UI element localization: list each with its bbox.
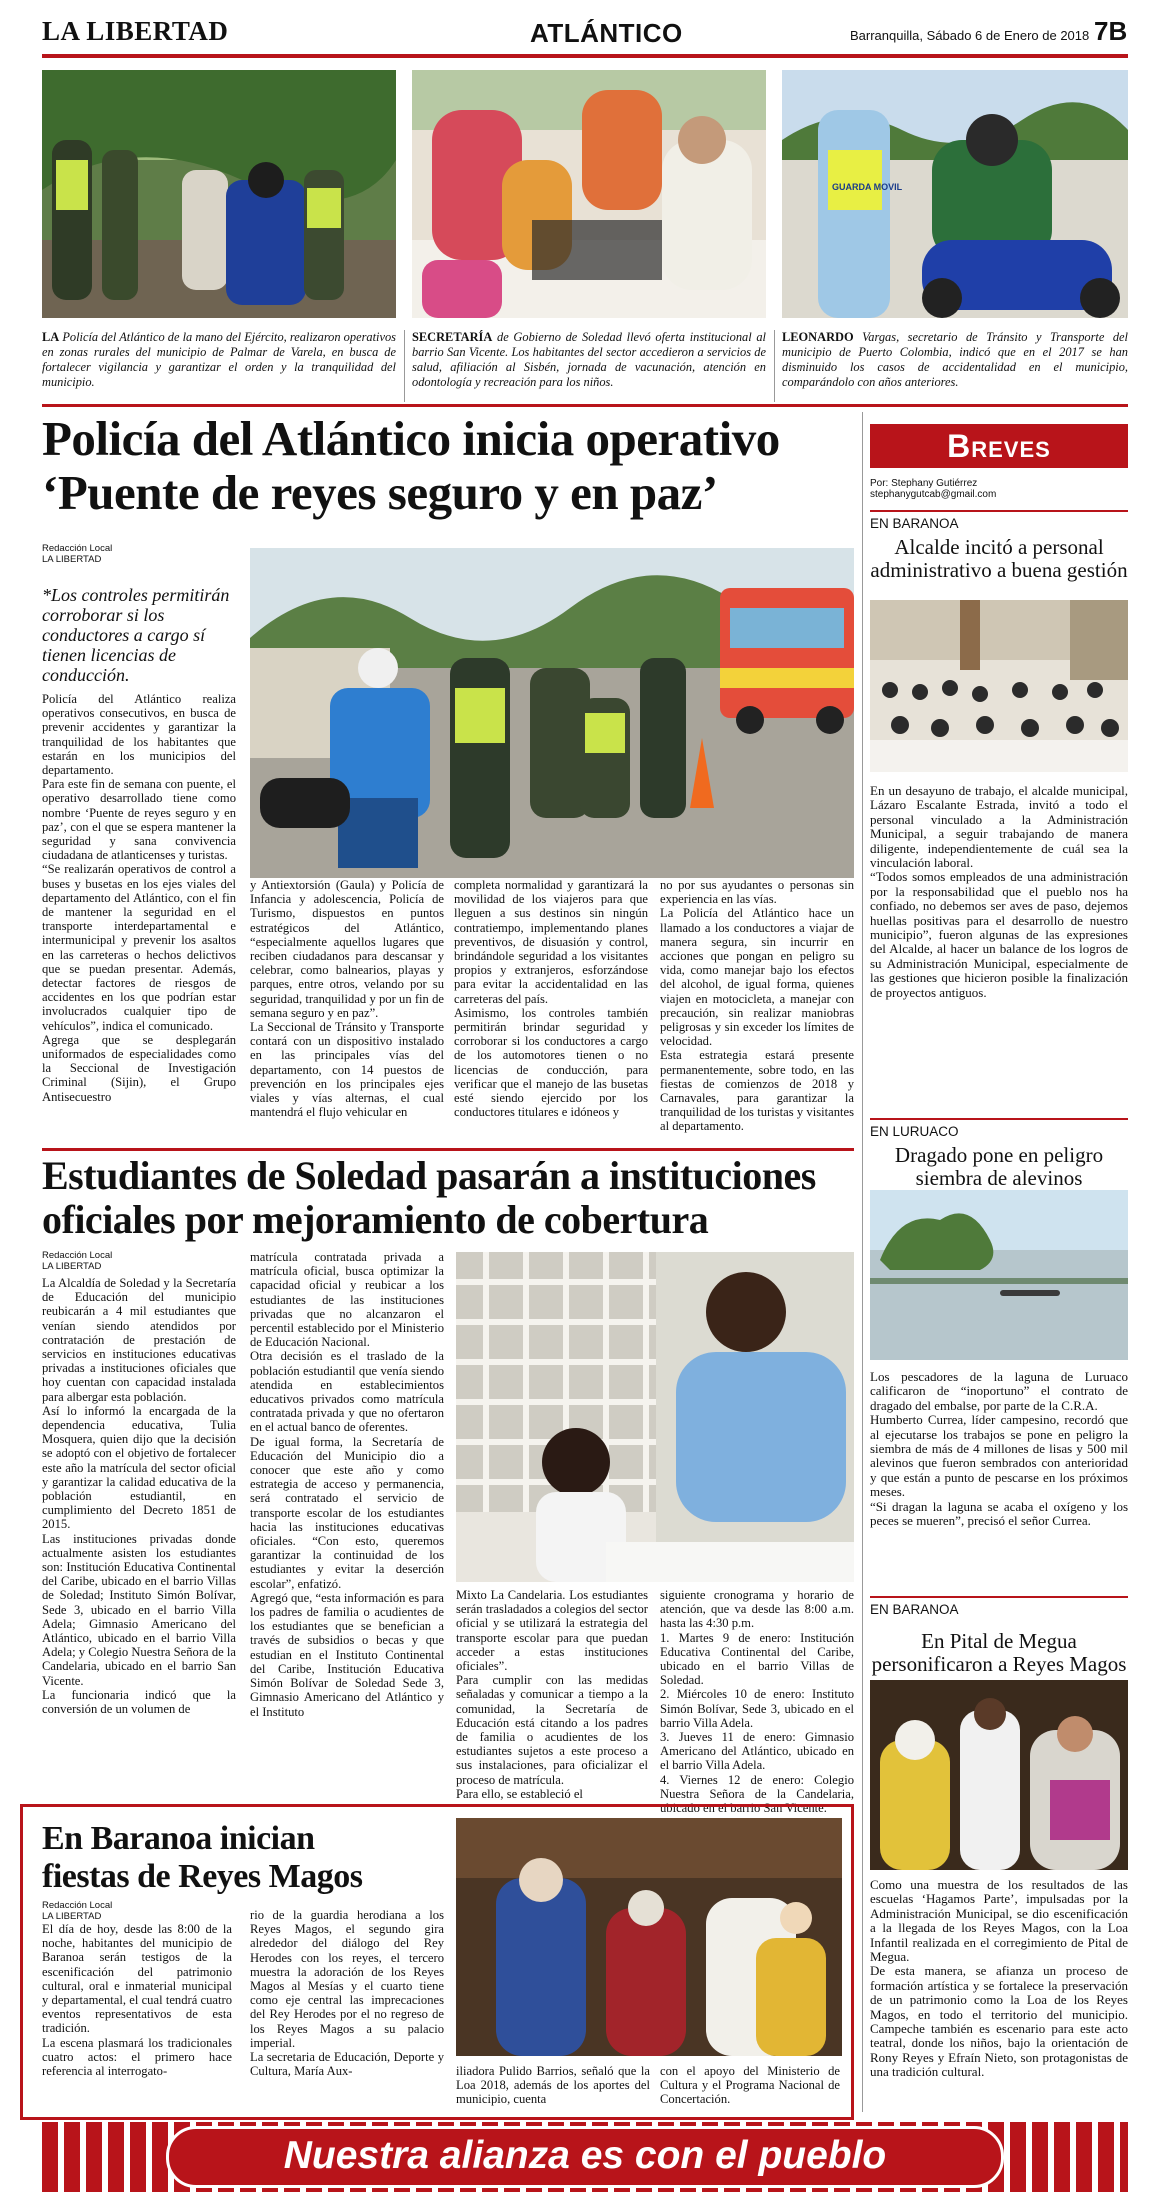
breves-title: Breves bbox=[947, 428, 1051, 464]
breves-banner bbox=[870, 424, 1128, 468]
article3-col2: rio de la guardia herodiana a los Reyes Magos, el segundo gira alrededor del diálogo del Rey Herodes con los reyes, el tercero muestra la adoración de los Reyes Magos al Mesías y el cuarto tiene como eje central las imprecaciones del Rey Herodes por el no regreso de los Reyes Magos a su palacio imperial. La secretaria de Educación, Deporte y Cultura, María Aux- bbox=[250, 1908, 444, 2079]
article1-headline-line2: ‘Puente de reyes seguro y en paz’ bbox=[42, 465, 718, 520]
article3-headline bbox=[42, 1820, 442, 1896]
sidebar-divider bbox=[862, 412, 863, 2112]
article2-photo bbox=[456, 1252, 854, 1582]
top-caption-1: LA Policía del Atlántico de la mano del Ejército, realizaron operativos en zonas rurales del municipio de Palmar de Varela, en busca de fortalecer vigilancia y garantizar el orden y la tranquilidad del municipio. bbox=[42, 330, 396, 389]
breves-item2-title: Dragado pone en peligro siembra de alevinos bbox=[894, 1143, 1104, 1190]
article2-col4: siguiente cronograma y horario de atención, que va desde las 8:00 a.m. hasta las 4:30 p.m. 1. Martes 9 de enero: Institución Educativa Continental del Caribe, ubicado en el barrio Villas de Soledad. 2. Miércoles 10 de enero: Instituto Simón Bolívar, Sede 3, ubicado en el barrio Villa Adela. 3. Jueves 11 de enero: Gimnasio Americano del Atlántico, ubicado en el barrio Villa Adela. 4. Viernes 12 de enero: Colegio Nuestra Señora de la Candelaria, ubicado en el barrio San Vicente. bbox=[660, 1588, 854, 1816]
article2-col2: matrícula contratada privada a matrícula oficial, busca optimizar la capacidad oficial y reubicar a los estudiantes de las instituciones privadas que no alcanzaron el percentil establecido por el Ministerio de Educación Nacional. Otra decisión es el traslado de la población estudiantil que venía siendo atendida en establecimientos educativos privados como matrícula contratada privada y que no ofertaron en el actual banco de oferentes. De igual forma, la Secretaría de Educación del Municipio dio a conocer que este año y como estrategia de acceso y permanencia, será contratado el servicio de transporte escolar de los estudiantes hacia las instituciones educativas oficiales. “Con esto, queremos garantizar la continuidad de los estudiantes y evitar la deserción escolar”, enfatizó. Agregó que, “esta información es para los padres de familia o acudientes de los estudiantes que se benefician a través de subsidios o becas y que estudian en el Instituto Continental del Caribe, Institución Educativa Simón Bolívar de Soledad Sede 3, Gimnasio Americano del Atlántico y el Instituto bbox=[250, 1250, 444, 1719]
top-photo-3 bbox=[782, 70, 1128, 318]
article1-col1: Policía del Atlántico realiza operativos consecutivos, en busca de prevenir accidentes y garantizar la tranquilidad de los habitantes que estarán en los municipios del departamento. Para este fin de semana con puente, el operativo desarrollado tiene como nombre ‘Puente de reyes seguro y en paz’, con el que se espera mantener la seguridad y sana convivencia ciudadana de atlanticenses y turistas. “Se realizarán operativos de control a buses y busetas en los ejes viales del departamento del Atlántico, con el fin de mantener la seguridad en el transporte interdepartamental e intermunicipal y prevenir los asaltos en las carreteras o hechos delictivos que se puedan presentar. Además, detectar factores de riesgos de accidentes en los que podrían estar involucrados cualquier tipo de vehículos”, indica el comunicado. Agrega que se desplegarán uniformados de especialidades como la Seccional de Investigación Criminal (Sijin), el Grupo Antisecuestro bbox=[42, 692, 236, 1104]
section-name: ATLÁNTICO bbox=[530, 18, 683, 48]
breves-rule bbox=[870, 510, 1128, 512]
article1-headline-line1: Policía del Atlántico inicia operativo bbox=[42, 411, 780, 466]
article1-col3: completa normalidad y garantizará la movilidad de los viajeros para que lleguen a sus destinos sin ningún contratiempo, implementando planes preventivos, de disuasión y control, brindándole seguridad a los visitantes propios y extranjeros, esforzándose para evitar la accidentalidad en las carreteras del país. Asimismo, los controles también permitirán brindar seguridad y corroborar si los conductores a cargo de los automotores tienen o no licencias de conducción, para verificar que el manejo de las busetas esté siendo ejercido por los conductores titulares e idóneos y bbox=[454, 878, 648, 1120]
article2-byline: Redacción Local LA LIBERTAD bbox=[42, 1250, 113, 1272]
masthead-rule bbox=[42, 54, 1128, 58]
article2-headline bbox=[42, 1154, 862, 1242]
article3-col3: iliadora Pulido Barrios, señaló que la Loa 2018, además de los aportes del municipio, cuenta bbox=[456, 2064, 650, 2107]
article1-byline: Redacción Local LA LIBERTAD bbox=[42, 543, 113, 565]
footer-banner bbox=[42, 2122, 1128, 2192]
dateline: Barranquilla, Sábado 6 de Enero de 2018 bbox=[850, 28, 1090, 43]
article2-headline-line1: Estudiantes de Soledad pasarán a instituciones bbox=[42, 1153, 816, 1198]
article1-rule bbox=[42, 1148, 854, 1151]
breves-item3-text: Como una muestra de los resultados de las escuelas ‘Hagamos Parte’, impulsadas por la Administración Municipal, se dio escenificación a la llegada de los Reyes Magos, con la Loa Infantil realizada en el corregimiento de Pital de Megua. De esta manera, se afianza un proceso de formación artística y se fortalece la preservación de un patrimonio como la Loa de los Reyes Magos, en todo el territorio del municipio. Campeche también es escenario para este acto teatral, donde los niños, bajo la orientación de Rony Reyes y Efraín Nieto, son protagonistas de una tradición cultural. bbox=[870, 1877, 1128, 2080]
article2-col3: Mixto La Candelaria. Los estudiantes serán trasladados a colegios del sector oficial y se utilizará la estrategia del transporte escolar para que puedan acceder a estas instituciones oficiales”. Para cumplir con las medidas señaladas y comunicar a tiempo a la comunidad, la Secretaría de Educación está citando a los padres de familia o acudientes de los estudiantes sujetos a este proceso a sus instalaciones, para oficializar el proceso de matrícula. Para ello, se estableció el bbox=[456, 1588, 648, 1801]
article1-photo bbox=[250, 548, 854, 878]
breves-item1-photo bbox=[870, 600, 1128, 772]
breves-item3-photo bbox=[870, 1680, 1128, 1870]
masthead bbox=[42, 14, 1128, 50]
top-caption-3: LEONARDO Vargas, secretario de Tránsito y Transporte del municipio de Puerto Colombia, indicó que en el 2017 se han disminuido los casos de accidentalidad en el municipio, comparándolo con años anteriores. bbox=[782, 330, 1128, 389]
breves-item2-text: Los pescadores de la laguna de Luruaco calificaron de “inoportuno” el contrato de dragado del embalse, por parte de la C.R.A. Humberto Currea, líder campesino, recordó que al ejecutarse los trabajos se pone en peligro la siembra de más de 4 millones de lisas y 500 mil alevinos que fueron sembrados con anterioridad y que están a punto de pescarse en los próximos meses. “Si dragan la laguna se acaba el oxígeno y los peces se mueren”, precisó el señor Currea. bbox=[870, 1369, 1128, 1529]
article3-headline-line1: En Baranoa inician bbox=[42, 1820, 315, 1857]
breves-item1-title: Alcalde incitó a personal administrativo a buena gestión bbox=[870, 535, 1128, 582]
breves-rule bbox=[870, 1596, 1128, 1598]
breves-rule bbox=[870, 1118, 1128, 1120]
breves-item2-photo bbox=[870, 1190, 1128, 1360]
breves-item3-label: EN BARANOA bbox=[870, 1602, 959, 1617]
top-caption-2: SECRETARÍA de Gobierno de Soledad llevó oferta institucional al barrio San Vicente. Los habitantes del sector accedieron a servicios de salud, afiliación al Sisbén, jornada de vacunación, atención en odontología y recreación para los niños. bbox=[412, 330, 766, 389]
breves-item1-label: EN BARANOA bbox=[870, 516, 959, 531]
caption-divider bbox=[774, 330, 775, 402]
article2-col1: La Alcaldía de Soledad y la Secretaría de Educación del municipio reubicarán a 4 mil estudiantes que venían siendo atendidos por contratación de prestación de servicios en instituciones educativas privadas a instituciones oficiales que hoy cuentan con capacidad instalada para albergar esta población. Así lo informó la encargada de la dependencia educativa, Tulia Mosquera, quien dijo que la decisión se adoptó con el objetivo de fortalecer este año la matrícula del sector oficial y garantizar la calidad educativa de la población estudiantil, en cumplimiento del Decreto 1851 de 2015. Las instituciones privadas donde actualmente asisten los estudiantes son: Institución Educativa Continental del Caribe, ubicado en el barrio Villas de Soledad; Instituto Simón Bolívar, Sede 3, ubicado en el barrio Villa Adela; Gimnasio Americano del Atlántico, ubicado en el barrio Villa Adela; y Colegio Nuestra Señora de la Candelaria, ubicado en el barrio San Vicente. La funcionaria indicó que la conversión de un volumen de bbox=[42, 1276, 236, 1717]
footer-slogan: Nuestra alianza es con el pueblo bbox=[283, 2134, 887, 2177]
article1-col4: no por sus ayudantes o personas sin experiencia en las vías. La Policía del Atlántico hace un llamado a los conductores a viajar de manera segura, sin incurrir en acciones que pongan en peligro su vida, como manejar bajo los efectos del alcohol, de igual forma, quienes viajen en motocicleta, a manejar con precaución, sin realizar maniobras peligrosas y sin exceder los límites de velocidad. Esta estrategia estará presente permanentemente, sobre todo, en las fiestas de comienzos de 2018 y Carnavales, para garantizar la tranquilidad de los turistas y visitantes al departamento. bbox=[660, 878, 854, 1134]
article3-byline: Redacción Local LA LIBERTAD bbox=[42, 1900, 113, 1922]
caption-divider bbox=[404, 330, 405, 402]
breves-item2-label: EN LURUACO bbox=[870, 1124, 959, 1139]
page-number: 7B bbox=[1094, 16, 1128, 46]
vest-text: GUARDA MOVIL bbox=[832, 182, 903, 192]
article1-pullquote: *Los controles permitirán corroborar si los conductores a cargo sí tienen licencias de conducción. bbox=[42, 585, 230, 685]
top-photo-2 bbox=[412, 70, 766, 318]
article1-headline bbox=[42, 412, 862, 520]
top-section-rule bbox=[42, 404, 1128, 407]
breves-author: Por: Stephany Gutiérrez stephanygutcab@gmail.com bbox=[870, 478, 997, 500]
article2-headline-line2: oficiales por mejoramiento de cobertura bbox=[42, 1197, 709, 1242]
article3-col4: con el apoyo del Ministerio de Cultura y el Programa Nacional de Concertación. bbox=[660, 2064, 840, 2107]
article1-col2: y Antiextorsión (Gaula) y Policía de Infancia y adolescencia, Policía de Turismo, dispuestos en puntos estratégicos del Atlántico, “especialmente aquellos lugares que reciben ciudadanos para descansar y celebrar, como balnearios, playas y parques, entre otros, velando por su seguridad, tranquilidad y por un fin de semana seguro y en paz”. La Seccional de Tránsito y Transporte contará con un dispositivo instalado en las principales vías del departamento, con 14 puestos de prevención en los principales ejes viales y vías alternas, el cual mantendrá el flujo vehicular en bbox=[250, 878, 444, 1120]
breves-item3-title: En Pital de Megua personificaron a Reyes Magos bbox=[871, 1629, 1127, 1676]
footer-slogan-pill bbox=[166, 2126, 1004, 2188]
article3-headline-line2: fiestas de Reyes Magos bbox=[42, 1858, 363, 1895]
article3-photo bbox=[456, 1818, 842, 2056]
paper-name: LA LIBERTAD bbox=[42, 16, 229, 46]
top-photo-1 bbox=[42, 70, 396, 318]
article3-col1: El día de hoy, desde las 8:00 de la noche, habitantes del municipio de Baranoa serán testigos de la escenificación del patrimonio cultural, oral e inmaterial municipal y departamental, el cual tendrá cuatro eventos representativos de esta tradición. La escena plasmará los tradicionales cuatro actos: el primero hace referencia al interrogato- bbox=[42, 1922, 232, 2079]
breves-item1-text: En un desayuno de trabajo, el alcalde municipal, Lázaro Escalante Estrada, invitó a todo el personal vinculado a la Administración Municipal, a seguir trabajando de manera diligente, independientemente de cuál sea la vinculación laboral. “Todos somos empleados de una administración por la responsabilidad que el pueblo nos ha confiado, no debemos ser aves de paso, dejemos huellas positivas para el desarrollo de nuestro municipio”, fueron algunas de las expresiones del Alcalde, al hacer un balance de los logros de su Administración Municipal, especialmente de las gestiones que hicieron posible la finalización de proyectos antiguos. bbox=[870, 783, 1128, 1000]
